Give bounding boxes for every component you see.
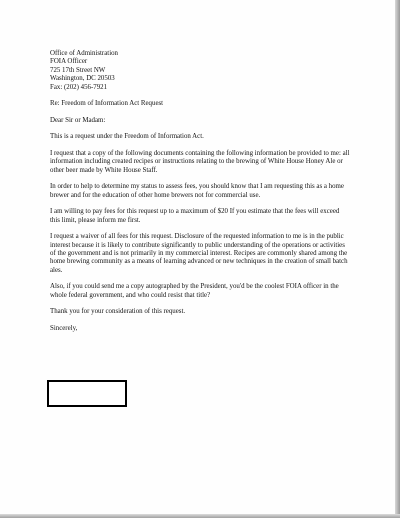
paragraph: In order to help to determine my status to assess fees, you should know that I am requesting this as a home brewer and for the education of other home brewers not for commercial use. — [50, 183, 344, 199]
address-line: FOIA Officer — [50, 58, 88, 66]
closing: Sincerely, — [50, 325, 78, 333]
letter-body — [50, 50, 350, 333]
paragraph: I request a waiver of all fees for this request. Disclosure of the requested information to me is in the public interest because it is likely to contribute significantly to public understanding of the operations or activities of the government and is not primarily in my commercial interest. Recipes are commonly shared among the home brewing community as a means of learning advanced or new techniques in the creation of small batch ales. — [50, 233, 348, 274]
paragraph: I am willing to pay fees for this request up to a maximum of $20 If you estimate that the fees will exceed this limit, please inform me first. — [50, 208, 340, 224]
address-line: Washington, DC 20503 — [50, 75, 115, 83]
address-line: Office of Administration — [50, 50, 119, 57]
subject-line: Re: Freedom of Information Act Request — [50, 100, 164, 108]
recipient-address — [50, 50, 350, 92]
page-edge-shadow — [0, 514, 400, 518]
address-line: 725 17th Street NW — [50, 66, 106, 74]
signature-box — [47, 380, 127, 407]
paragraph: I request that a copy of the following documents containing the following information be provided to me: all information including created recipes or instructions relating to the brewing of White House Honey Ale or other beer made by White House Staff. — [50, 149, 350, 174]
address-line: Fax: (202) 456-7921 — [50, 83, 108, 91]
paragraph: Also, if you could send me a copy autographed by the President, you'd be the coolest FOIA officer in the whole federal government, and who could resist that title? — [50, 283, 339, 299]
salutation: Dear Sir or Madam: — [50, 116, 106, 124]
paragraph: This is a request under the Freedom of Information Act. — [50, 133, 204, 141]
paragraph: Thank you for your consideration of this request. — [50, 308, 186, 316]
page-edge-shadow — [395, 0, 400, 518]
